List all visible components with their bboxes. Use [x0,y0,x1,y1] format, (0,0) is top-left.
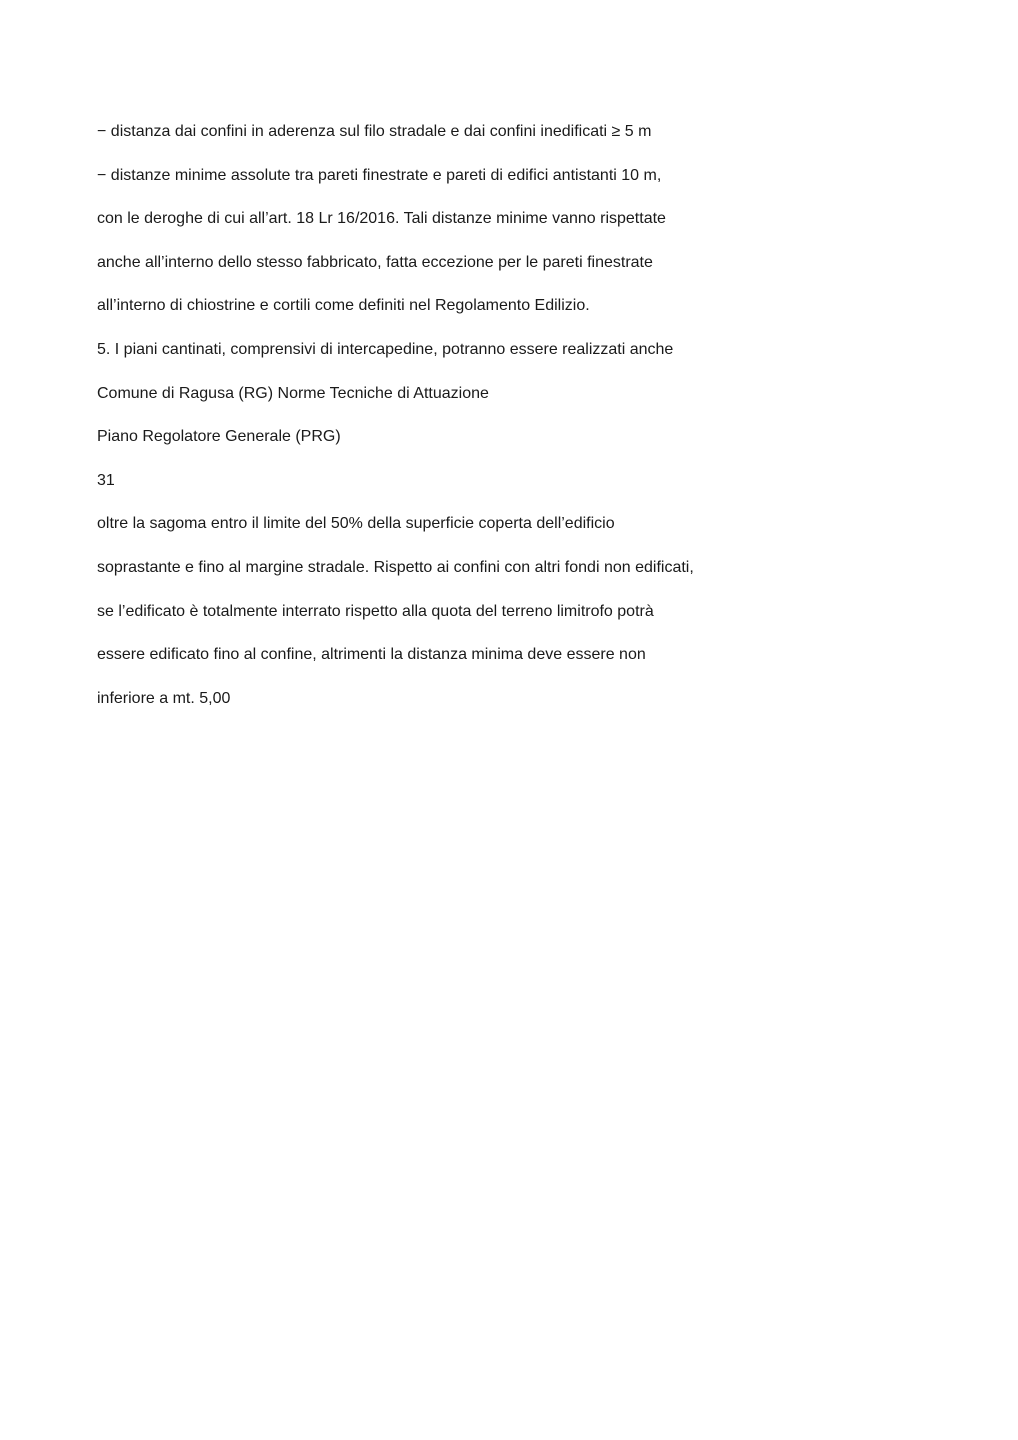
page-number: 31 [97,471,115,489]
text-line: inferiore a mt. 5,00 [97,689,231,707]
running-header-line: Piano Regolatore Generale (PRG) [97,428,341,446]
text-line: se l’edificato è totalmente interrato rispetto alla quota del terreno limitrofo potrà [97,602,654,620]
text-line: 5. I piani cantinati, comprensivi di intercapedine, potranno essere realizzati anche [97,340,674,358]
text-line: essere edificato fino al confine, altrimenti la distanza minima deve essere non [97,646,646,664]
text-line: con le deroghe di cui all’art. 18 Lr 16/2016. Tali distanze minime vanno rispettate [97,210,666,228]
text-line: − distanze minime assolute tra pareti finestrate e pareti di edifici antistanti 10 m, [97,166,662,184]
text-line: − distanza dai confini in aderenza sul filo stradale e dai confini inedificati ≥ 5 m [97,123,652,140]
document-body [97,120,797,730]
text-line: oltre la sagoma entro il limite del 50% della superficie coperta dell’edificio [97,515,615,533]
text-line: anche all’interno dello stesso fabbricato, fatta eccezione per le pareti finestrate [97,253,653,271]
text-line: all’interno di chiostrine e cortili come definiti nel Regolamento Edilizio. [97,297,590,315]
text-line: soprastante e fino al margine stradale. Rispetto ai confini con altri fondi non edificati, [97,558,694,576]
running-header-line: Comune di Ragusa (RG) Norme Tecniche di Attuazione [97,384,489,402]
